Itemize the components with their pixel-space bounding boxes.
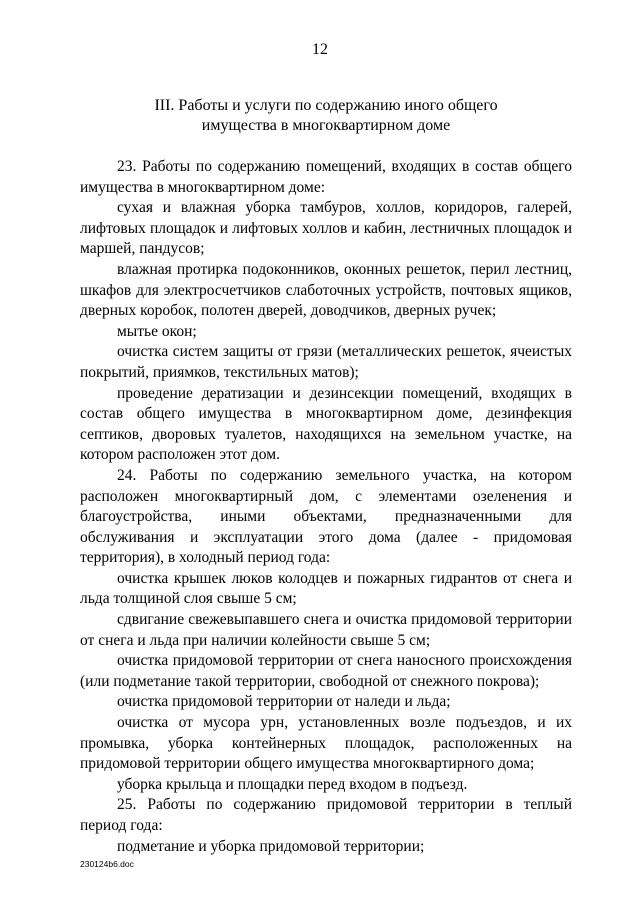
paragraph-item: очистка придомовой территории от наледи и льда; (117, 693, 451, 711)
section-title-line-1: III. Работы и услуги по содержанию иного общего (154, 97, 498, 114)
section-title-line-2: имущества в многоквартирном доме (201, 117, 451, 134)
paragraph-item: сдвигание свежевыпавшего снега и очистка придомовой территории от снега и льда при наличии колейности свыше 5 см; (80, 611, 572, 649)
page-number: 12 (312, 41, 328, 58)
paragraph-24-heading: 24. Работы по содержанию земельного участка, на котором расположен многоквартирный дом, с элементами озеленения и благоустройства, иными объектами, предназначенными для обслуживания и эксплуатации этого дома (далее - придомовая территория), в холодный период года: (80, 466, 572, 567)
paragraph-item: очистка придомовой территории от снега наносного происхождения (или подметание такой территории, свободной от снежного покрова); (80, 652, 572, 690)
paragraph-item: сухая и влажная уборка тамбуров, холлов, коридоров, галерей, лифтовых площадок и лифтовых холлов и кабин, лестничных площадок и маршей, пандусов; (80, 199, 572, 258)
footer-filename: 230124b6.doc (80, 859, 134, 869)
section-title (80, 96, 572, 136)
paragraph-item: проведение дератизации и дезинсекции помещений, входящих в состав общего имущества в многоквартирном доме, дезинфекция септиков, дворовых туалетов, находящихся на земельном участке, на котором расположен этот дом. (80, 384, 572, 464)
paragraph-item: очистка крышек люков колодцев и пожарных гидрантов от снега и льда толщиной слоя свыше 5 см; (80, 569, 572, 608)
paragraph-item: очистка систем защиты от грязи (металлических решеток, ячеистых покрытий, приямков, текстильных матов); (80, 343, 572, 381)
document-body (80, 157, 572, 857)
paragraph-item: подметание и уборка придомовой территории; (117, 837, 425, 855)
paragraph-23-heading: 23. Работы по содержанию помещений, входящих в состав общего имущества в многоквартирном доме: (80, 158, 572, 196)
paragraph-25-heading: 25. Работы по содержанию придомовой территории в теплый период года: (80, 796, 572, 834)
paragraph-item: уборка крыльца и площадки перед входом в подъезд. (117, 775, 468, 793)
paragraph-item: мытье окон; (117, 322, 197, 340)
paragraph-item: очистка от мусора урн, установленных возле подъездов, и их промывка, уборка контейнерных площадок, расположенных на придомовой территории общего имущества многоквартирного дома; (80, 714, 572, 773)
paragraph-item: влажная протирка подоконников, оконных решеток, перил лестниц, шкафов для электросчетчиков слаботочных устройств, почтовых ящиков, дверных коробок, полотен дверей, доводчиков, дверных ручек; (80, 260, 572, 320)
